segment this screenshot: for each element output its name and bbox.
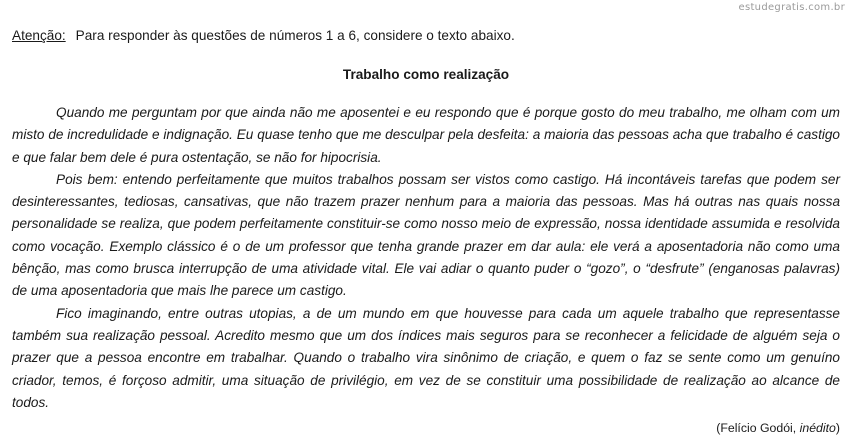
site-watermark: estudegratis.com.br <box>738 2 845 13</box>
source-author: (Felício Godói, <box>716 421 797 436</box>
instruction-text: Para responder às questões de números 1 a 6, considere o texto abaixo. <box>75 28 515 43</box>
attention-label: Atenção: <box>12 28 66 43</box>
text-title: Trabalho como realização <box>342 67 510 82</box>
source-close: ) <box>835 421 840 436</box>
source-citation <box>12 419 840 437</box>
reading-text <box>12 102 840 414</box>
paragraph-1: Quando me perguntam por que ainda não me aposentei e eu respondo que é porque gosto do meu trabalho, me olham com um misto de incredulidade e indignação. Eu quase tenho que me desculpar pela desfeita: a maioria das pessoas acha que trabalho é castigo e que falar bem dele é pura ostentação, se não for hipocrisia. <box>12 105 840 165</box>
instruction-line <box>12 27 840 45</box>
paragraph-3: Fico imaginando, entre outras utopias, a de um mundo em que houvesse para cada um aquele trabalho que representasse também sua realização pessoal. Acredito mesmo que um dos índices mais seguros para se reconhecer a felicidade de alguém seja o prazer que a pessoa encontre em trabalhar. Quando o trabalho vira sinônimo de criação, e quem o faz se sente como um genuíno criador, temos, é forçoso admitir, uma situação de privilégio, em vez de se constituir uma possibilidade de realização ao alcance de todos. <box>12 305 840 410</box>
question-document <box>12 27 840 437</box>
paragraph-2: Pois bem: entendo perfeitamente que muitos trabalhos possam ser vistos como castigo. Há incontáveis tarefas que podem ser desinteressantes, tediosas, cansativas, que não trazem prazer nenhum para a maioria das pessoas. Mas há outras nas quais nossa personalidade se realiza, que podem perfeitamente constituir-se como nosso meio de expressão, nossa identidade assumida e resolvida como vocação. Exemplo clássico é o de um professor que tenha grande prazer em dar aula: ele verá a aposentadoria não como uma bênção, mas como brusca interrupção de uma atividade vital. Ele vai adiar o quanto puder o “gozo”, o “desfrute” (enganosas palavras) de uma aposentadoria que mais lhe parece um castigo. <box>12 171 840 299</box>
source-note: inédito <box>799 421 836 436</box>
